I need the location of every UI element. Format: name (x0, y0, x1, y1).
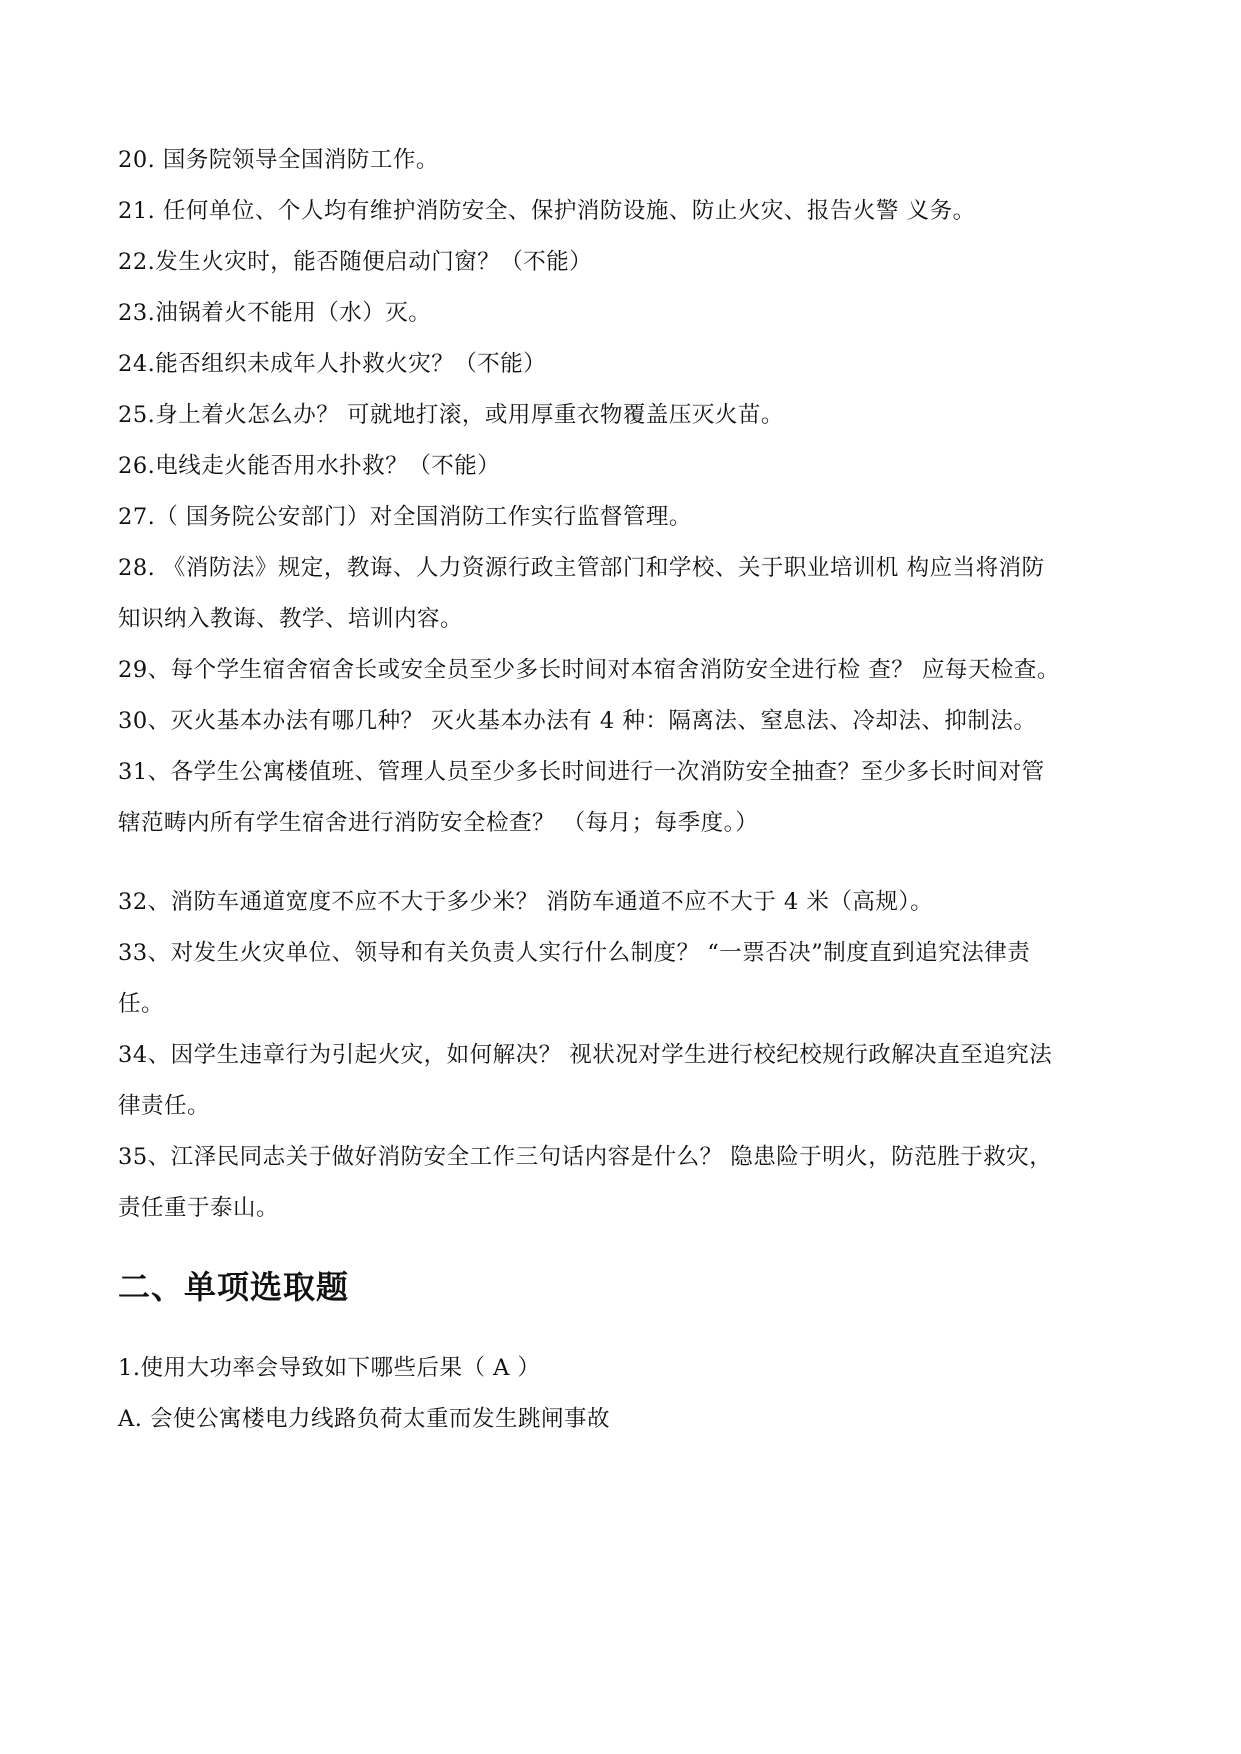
text-line-31-cont: 辖范畴内所有学生宿舍进行消防安全检查？ （每月；每季度。） (118, 810, 759, 836)
text-line-31: 31、各学生公寓楼值班、管理人员至少多长时间进行一次消防安全抽查？至少多长时间对管 (118, 759, 1045, 785)
text-line-34-cont: 律责任。 (118, 1093, 211, 1119)
text-line-24: 24.能否组织未成年人扑救火灾？（不能） (118, 351, 547, 377)
text-line-28: 28. 《消防法》规定，教诲、人力资源行政主管部门和学校、关于职业培训机 构应当将消防 (118, 555, 1045, 581)
text-line-32: 32、消防车通道宽度不应不大于多少米？ 消防车通道不应不大于 4 米（高规）。 (118, 889, 934, 915)
text-line-33: 33、对发生火灾单位、领导和有关负责人实行什么制度？ “一票否决”制度直到追究法律责 (118, 940, 1031, 966)
text-line-27: 27.（ 国务院公安部门）对全国消防工作实行监督管理。 (118, 504, 692, 530)
text-line-29: 29、每个学生宿舍宿舍长或安全员至少多长时间对本宿舍消防安全进行检 查？ 应每天检查。 (118, 657, 1060, 683)
text-line-26: 26.电线走火能否用水扑救？（不能） (118, 453, 501, 479)
text-line-33-cont: 任。 (118, 991, 165, 1017)
text-line-35-cont: 责任重于泰山。 (118, 1195, 280, 1221)
text-line-22: 22.发生火灾时，能否随便启动门窗？（不能） (118, 249, 593, 275)
question-1: 1.使用大功率会导致如下哪些后果（ A ） (118, 1355, 541, 1381)
question-1-option-a: A. 会使公寓楼电力线路负荷太重而发生跳闸事故 (118, 1406, 611, 1432)
text-line-25: 25.身上着火怎么办？ 可就地打滚，或用厚重衣物覆盖压灭火苗。 (118, 402, 784, 428)
text-line-21: 21. 任何单位、个人均有维护消防安全、保护消防设施、防止火灾、报告火警 义务。 (118, 198, 976, 224)
text-line-23: 23.油锅着火不能用（水）灭。 (118, 300, 432, 326)
section-heading: 二、单项选取题 (118, 1268, 350, 1306)
text-line-20: 20. 国务院领导全国消防工作。 (118, 147, 439, 173)
text-line-34: 34、因学生违章行为引起火灾，如何解决？ 视状况对学生进行校纪校规行政解决直至追究法 (118, 1042, 1053, 1068)
text-line-30: 30、灭火基本办法有哪几种？ 灭火基本办法有 4 种：隔离法、窒息法、冷却法、抑制法。 (118, 708, 1037, 734)
text-line-35: 35、江泽民同志关于做好消防安全工作三句话内容是什么？ 隐患险于明火，防范胜于救灾， (118, 1144, 1053, 1170)
text-line-28-cont: 知识纳入教诲、教学、培训内容。 (118, 606, 464, 632)
